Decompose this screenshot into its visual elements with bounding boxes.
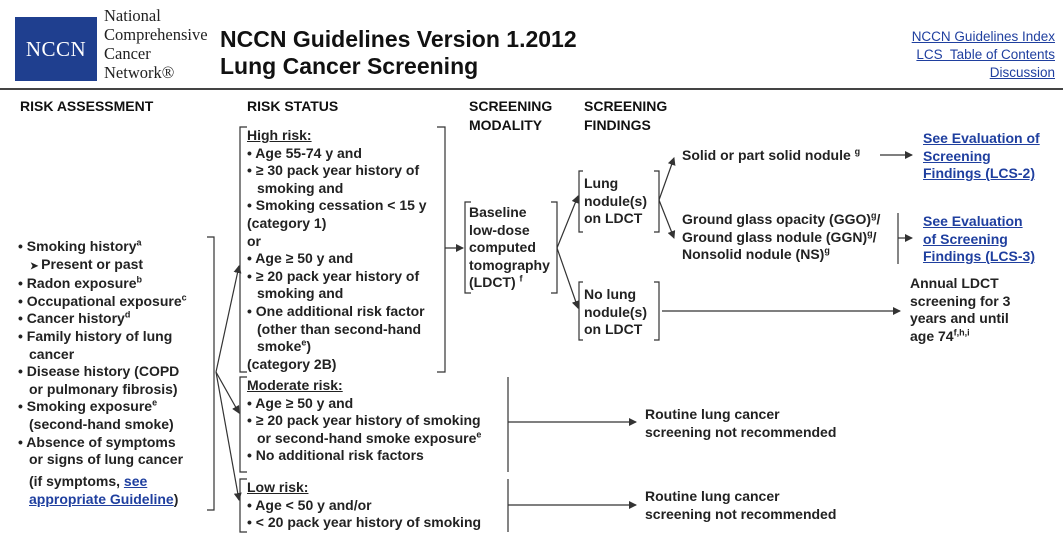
line-text: Age ≥ 50 y and	[255, 394, 354, 411]
line-text: One additional risk factor	[255, 302, 425, 319]
col-header-risk-assessment: RISK ASSESSMENT	[20, 98, 154, 114]
logo-line: Comprehensive	[104, 25, 208, 44]
line-text: Age < 50 y and/or	[255, 496, 372, 513]
bullet: •	[18, 363, 27, 380]
bracket-lung-nodules	[579, 171, 583, 232]
bullet: •	[247, 197, 256, 214]
moderate-risk-heading: Moderate risk:	[247, 377, 343, 393]
lcs3-link-line[interactable]: of Screening	[923, 230, 1008, 247]
arrow-to-solid	[659, 158, 674, 200]
col-header-line: MODALITY	[469, 117, 543, 133]
line-text: Smoking cessation < 15 y	[255, 197, 427, 214]
footnote-marker: e	[476, 429, 482, 440]
line-tail: )	[306, 338, 312, 355]
arrow-to-high-risk	[216, 266, 239, 372]
finding-line: on LDCT	[584, 210, 643, 227]
lcs3-link-line[interactable]: Findings (LCS-3)	[923, 248, 1035, 265]
line-text: Absence of symptoms	[26, 433, 176, 450]
col-header-line: SCREENING	[584, 98, 668, 114]
finding-line: No lung	[584, 286, 637, 302]
bullet: •	[247, 496, 256, 513]
bracket-no-nodules	[579, 282, 583, 340]
line-text: (other than second-hand	[257, 320, 422, 337]
bracket-lung-nodules-right	[654, 171, 659, 232]
line-text: ≥ 20 pack year history of smoking	[255, 412, 481, 429]
bullet: •	[247, 412, 256, 429]
finding-line: nodule(s)	[584, 192, 647, 209]
line-text: smoking and	[257, 285, 344, 302]
bracket-low-risk-left	[240, 479, 247, 532]
arrow-to-low-risk	[216, 372, 239, 500]
lcs2-link-line[interactable]: Findings (LCS-2)	[923, 165, 1035, 182]
line-text: smoking and	[257, 179, 344, 196]
bracket-risk-assessment	[207, 237, 214, 510]
bullet: •	[247, 162, 256, 179]
line-text: cancer	[29, 345, 75, 362]
table-of-contents-link[interactable]: LCS Table of Contents	[916, 47, 1055, 62]
bullet: •	[18, 327, 27, 344]
col-header-line: SCREENING	[469, 98, 553, 114]
bullet: •	[247, 144, 256, 161]
line-text: smoke	[257, 338, 302, 355]
bullet: •	[247, 514, 256, 531]
arrow-to-ggo	[659, 200, 674, 238]
line-text: Smoking history	[26, 238, 137, 254]
bullet: •	[247, 302, 256, 319]
footnote-marker: g	[867, 227, 873, 238]
outcome-line: Routine lung cancer	[645, 406, 780, 422]
modality-ldct-text: (LDCT)	[469, 274, 516, 291]
bracket-no-nodules-right	[654, 282, 659, 340]
bullet: •	[247, 250, 256, 267]
line-text: ≥ 30 pack year history of	[255, 162, 420, 179]
line-text: Family history of lung	[26, 327, 173, 344]
arrow-to-lung-nodules	[557, 196, 578, 248]
low-risk-heading: Low risk:	[247, 479, 309, 495]
line-text: No additional risk factors	[255, 447, 424, 464]
note-prefix: (if symptoms,	[29, 473, 124, 489]
footnote-marker: g	[871, 210, 877, 221]
col-header-risk-status: RISK STATUS	[247, 98, 339, 114]
high-risk-heading: High risk:	[247, 127, 312, 143]
modality-line: Baseline	[469, 204, 527, 220]
arrow-to-no-nodules	[557, 248, 578, 308]
modality-line: tomography	[469, 256, 550, 273]
line-text: or signs of lung cancer	[29, 451, 184, 468]
line-text: or pulmonary fibrosis)	[29, 380, 178, 397]
lcs3-link-line[interactable]: See Evaluation	[923, 213, 1023, 229]
finding-line: on LDCT	[584, 321, 643, 338]
line-text: Disease history (COPD	[26, 363, 180, 380]
footnote-marker: b	[136, 274, 142, 285]
bullet: •	[247, 267, 256, 284]
bullet: •	[18, 292, 27, 309]
bracket-modality-right	[551, 202, 557, 293]
line-tail: /	[872, 228, 877, 245]
line-text: (second-hand smoke)	[29, 415, 174, 432]
line-text: Ground glass opacity (GGO)	[682, 211, 872, 227]
logo-line: National	[104, 6, 161, 25]
footnote-marker: d	[124, 309, 131, 320]
bullet: •	[18, 433, 27, 450]
bracket-moderate-risk-left	[240, 377, 247, 472]
line-text: < 20 pack year history of smoking	[255, 514, 482, 531]
outcome-line: years and until	[910, 310, 1009, 327]
bracket-modality	[465, 202, 471, 293]
title-line-version: NCCN Guidelines Version 1.2012	[220, 26, 577, 52]
footnote-marker: a	[136, 237, 142, 248]
line-text: Present or past	[41, 255, 144, 272]
lcs2-link-line[interactable]: See Evaluation of	[923, 130, 1040, 146]
line-text: (category 1)	[247, 214, 327, 231]
line-text: Age 55-74 y and	[255, 144, 362, 161]
line-text: ≥ 20 pack year history of	[255, 267, 420, 284]
line-text: or	[247, 232, 261, 249]
line-tail: /	[876, 211, 881, 227]
bracket-high-risk-left	[240, 127, 247, 372]
outcome-line: screening not recommended	[645, 423, 837, 440]
see-link[interactable]: see	[123, 473, 148, 489]
finding-line: Lung	[584, 175, 619, 191]
logo-line: Network®	[104, 63, 175, 82]
outcome-line: Routine lung cancer	[645, 488, 780, 504]
footnote-marker: e	[301, 337, 307, 348]
note-suffix: )	[173, 490, 179, 507]
appropriate-guideline-link[interactable]: appropriate Guideline	[29, 490, 174, 507]
line-text: Age ≥ 50 y and	[255, 250, 354, 267]
modality-line: low-dose	[469, 221, 530, 238]
line-text: Radon exposure	[26, 275, 137, 292]
line-text: Occupational exposure	[26, 292, 182, 309]
bullet: •	[18, 310, 27, 327]
bullet: •	[247, 394, 256, 411]
logo-line: Cancer	[104, 44, 151, 63]
bullet: •	[18, 275, 27, 292]
finding-line: nodule(s)	[584, 303, 647, 320]
line-text: Nonsolid nodule (NS)	[682, 246, 825, 263]
guidelines-index-link[interactable]: NCCN Guidelines Index	[911, 29, 1055, 44]
logo-mark: NCCN	[25, 36, 87, 61]
outcome-line: screening for 3	[910, 292, 1011, 309]
line-text: Smoking exposure	[26, 398, 153, 415]
col-header-line: FINDINGS	[584, 117, 651, 133]
finding-solid-text: Solid or part solid nodule	[682, 147, 851, 163]
bullet: •	[247, 447, 256, 464]
line-text: or second-hand smoke exposure	[257, 429, 477, 446]
bracket-high-risk-right	[437, 127, 445, 372]
footnote-marker: g	[854, 146, 861, 157]
footnote-marker: f	[519, 273, 523, 284]
outcome-line: screening not recommended	[645, 505, 837, 522]
line-text: (category 2B)	[247, 355, 337, 372]
footnote-marker: g	[824, 245, 830, 256]
discussion-link[interactable]: Discussion	[989, 65, 1055, 80]
bullet: •	[18, 238, 27, 254]
title-line-topic: Lung Cancer Screening	[220, 53, 479, 79]
footnote-marker: f,h,i	[953, 327, 970, 338]
lcs2-link-line[interactable]: Screening	[923, 147, 991, 164]
footnote-marker: c	[181, 292, 187, 303]
line-text: Ground glass nodule (GGN)	[682, 228, 868, 245]
footnote-marker: e	[152, 397, 158, 408]
line-text: Cancer history	[26, 310, 125, 327]
outcome-line: Annual LDCT	[910, 275, 999, 291]
modality-line: computed	[469, 239, 536, 256]
bullet: •	[18, 398, 27, 415]
arrow-bullet: ➤	[30, 260, 42, 272]
outcome-age-text: age 74	[910, 327, 954, 344]
